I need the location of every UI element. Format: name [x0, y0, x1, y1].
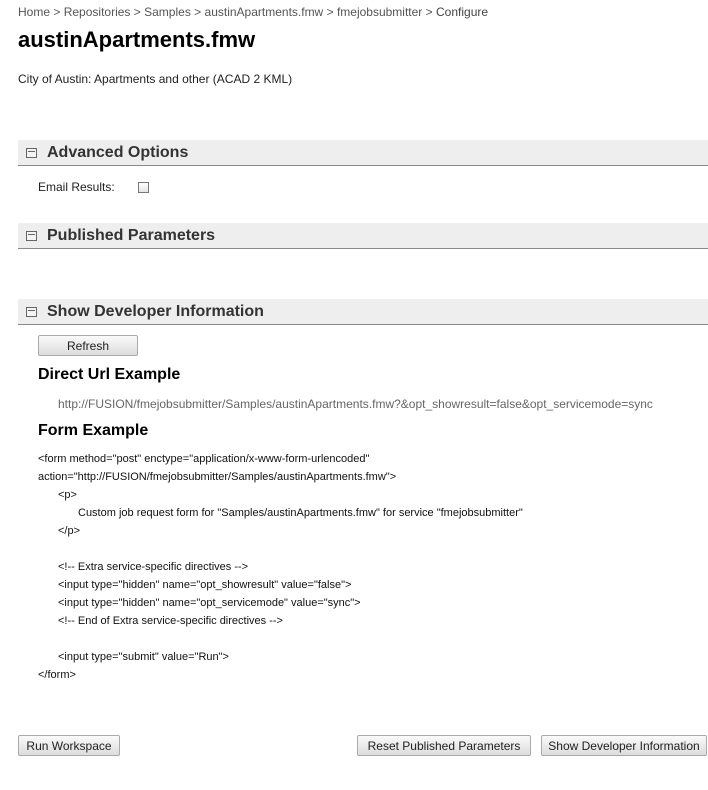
breadcrumb-home[interactable]: Home: [18, 5, 51, 19]
breadcrumb-separator: >: [425, 5, 433, 19]
breadcrumb-separator: >: [326, 5, 334, 19]
developer-info-header[interactable]: [18, 299, 708, 325]
page-title: austinApartments.fmw: [18, 27, 256, 52]
workspace-description: City of Austin: Apartments and other (ACAD 2 KML): [18, 72, 293, 86]
collapse-icon: [26, 307, 37, 317]
code-line: <input type="submit" value="Run">: [58, 651, 229, 663]
code-line: action="http://FUSION/fmejobsubmitter/Samples/austinApartments.fmw">: [38, 471, 397, 483]
breadcrumb-workspace[interactable]: austinApartments.fmw: [204, 5, 324, 19]
code-line: <form method="post" enctype="application/x-www-form-urlencoded": [38, 453, 370, 465]
code-line: </p>: [58, 525, 81, 537]
email-results-row: [38, 180, 149, 194]
direct-url-heading: Direct Url Example: [38, 366, 181, 383]
collapse-icon: [26, 231, 37, 241]
breadcrumb-service[interactable]: fmejobsubmitter: [336, 5, 423, 19]
code-line: <input type="hidden" name="opt_servicemode" value="sync">: [58, 597, 361, 609]
direct-url-example: http://FUSION/fmejobsubmitter/Samples/austinApartments.fmw?&opt_showresult=false&opt_servicemode=sync: [58, 397, 653, 411]
code-line: Custom job request form for "Samples/austinApartments.fmw" for service "fmejobsubmitter": [78, 507, 523, 519]
breadcrumb-repositories[interactable]: Repositories: [63, 5, 131, 19]
code-line: <input type="hidden" name="opt_showresult" value="false">: [58, 579, 352, 591]
advanced-options-title: Advanced Options: [47, 143, 189, 161]
breadcrumb-current: Configure: [436, 5, 489, 19]
collapse-icon: [26, 148, 37, 158]
reset-published-parameters-button[interactable]: Reset Published Parameters: [357, 735, 531, 756]
code-line: </form>: [38, 669, 76, 681]
run-workspace-button[interactable]: Run Workspace: [18, 735, 120, 756]
advanced-options-header[interactable]: [18, 140, 708, 166]
form-example-heading: Form Example: [38, 422, 149, 439]
published-parameters-title: Published Parameters: [47, 226, 216, 244]
refresh-button[interactable]: Refresh: [38, 335, 138, 356]
email-results-checkbox[interactable]: [138, 182, 149, 193]
email-results-label: Email Results:: [38, 180, 115, 194]
code-line: <!-- End of Extra service-specific directives -->: [58, 615, 283, 627]
breadcrumb: [18, 5, 488, 19]
breadcrumb-separator: >: [133, 5, 141, 19]
code-line: <p>: [58, 489, 77, 501]
breadcrumb-separator: >: [194, 5, 202, 19]
show-developer-information-button[interactable]: Show Developer Information: [541, 735, 707, 756]
breadcrumb-separator: >: [53, 5, 61, 19]
breadcrumb-samples[interactable]: Samples: [144, 5, 191, 19]
published-parameters-header[interactable]: [18, 223, 708, 249]
developer-info-title: Show Developer Information: [47, 302, 264, 320]
code-line: <!-- Extra service-specific directives -->: [58, 561, 249, 573]
